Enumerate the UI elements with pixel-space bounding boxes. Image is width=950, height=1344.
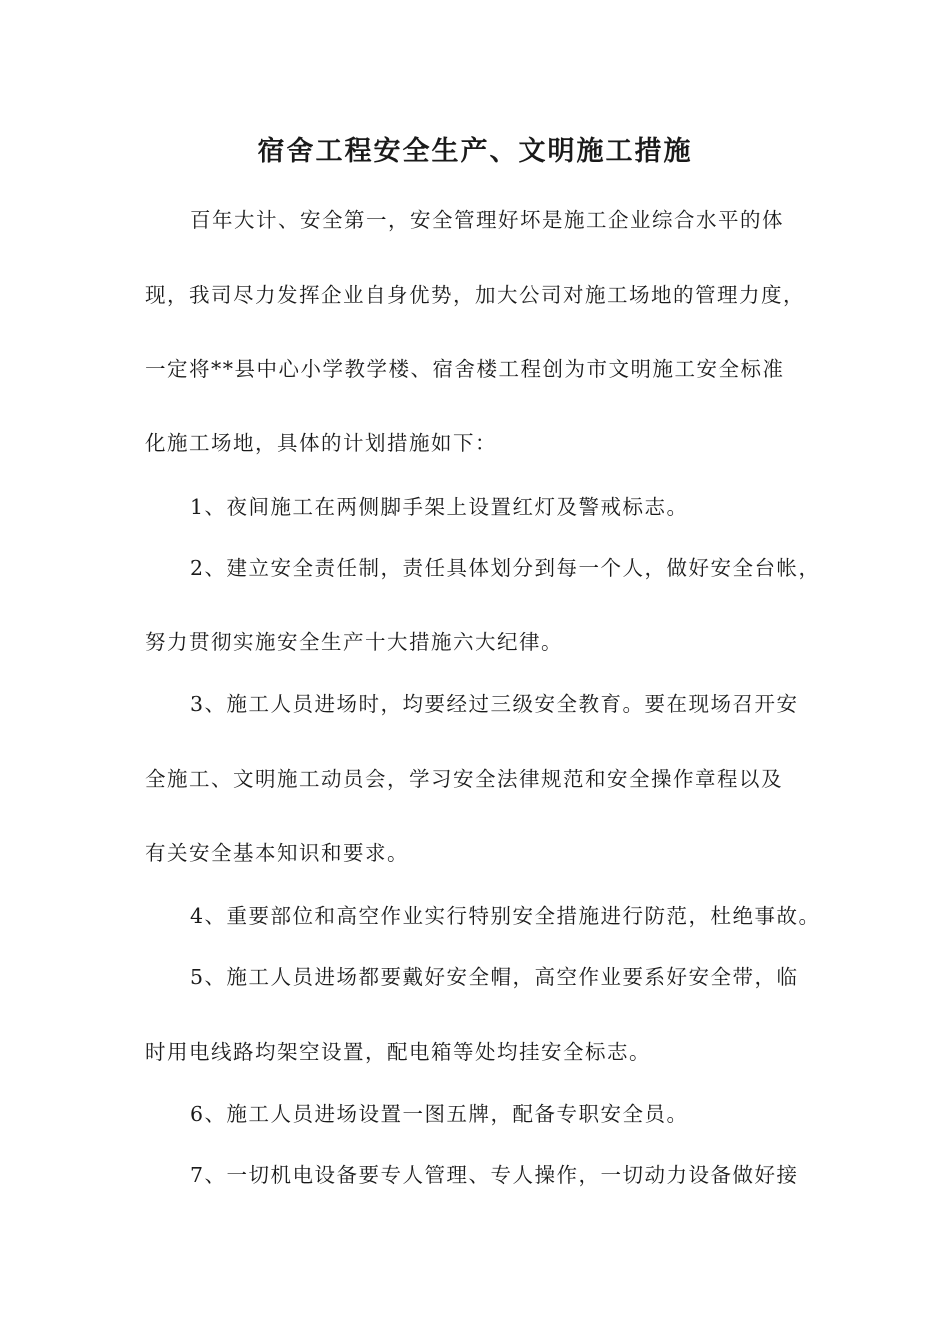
list-item-continuation: 全施工、文明施工动员会，学习安全法律规范和安全操作章程以及 (145, 767, 783, 791)
list-item: 3、施工人员进场时，均要经过三级安全教育。要在现场召开安 (190, 692, 799, 716)
list-item-continuation: 时用电线路均架空设置，配电箱等处均挂安全标志。 (145, 1040, 651, 1064)
list-item: 2、建立安全责任制，责任具体划分到每一个人，做好安全台帐， (190, 556, 821, 580)
list-item: 4、重要部位和高空作业实行特别安全措施进行防范，杜绝事故。 (190, 904, 821, 928)
list-item: 5、施工人员进场都要戴好安全帽，高空作业要系好安全带，临 (190, 965, 799, 989)
paragraph-line: 化施工场地，具体的计划措施如下： (145, 431, 497, 455)
list-item: 7、一切机电设备要专人管理、专人操作，一切动力设备做好接 (190, 1163, 799, 1187)
paragraph-line: 百年大计、安全第一，安全管理好坏是施工企业综合水平的体 (190, 208, 784, 232)
list-item-continuation: 努力贯彻实施安全生产十大措施六大纪律。 (145, 630, 563, 654)
list-item: 1、夜间施工在两侧脚手架上设置红灯及警戒标志。 (190, 495, 689, 519)
paragraph-line: 现，我司尽力发挥企业自身优势，加大公司对施工场地的管理力度， (145, 283, 805, 307)
paragraph-line: 一定将**县中心小学教学楼、宿舍楼工程创为市文明施工安全标准 (145, 357, 785, 381)
document-title: 宿舍工程安全生产、文明施工措施 (257, 136, 693, 167)
list-item: 6、施工人员进场设置一图五牌，配备专职安全员。 (190, 1102, 689, 1126)
list-item-continuation: 有关安全基本知识和要求。 (145, 841, 409, 865)
